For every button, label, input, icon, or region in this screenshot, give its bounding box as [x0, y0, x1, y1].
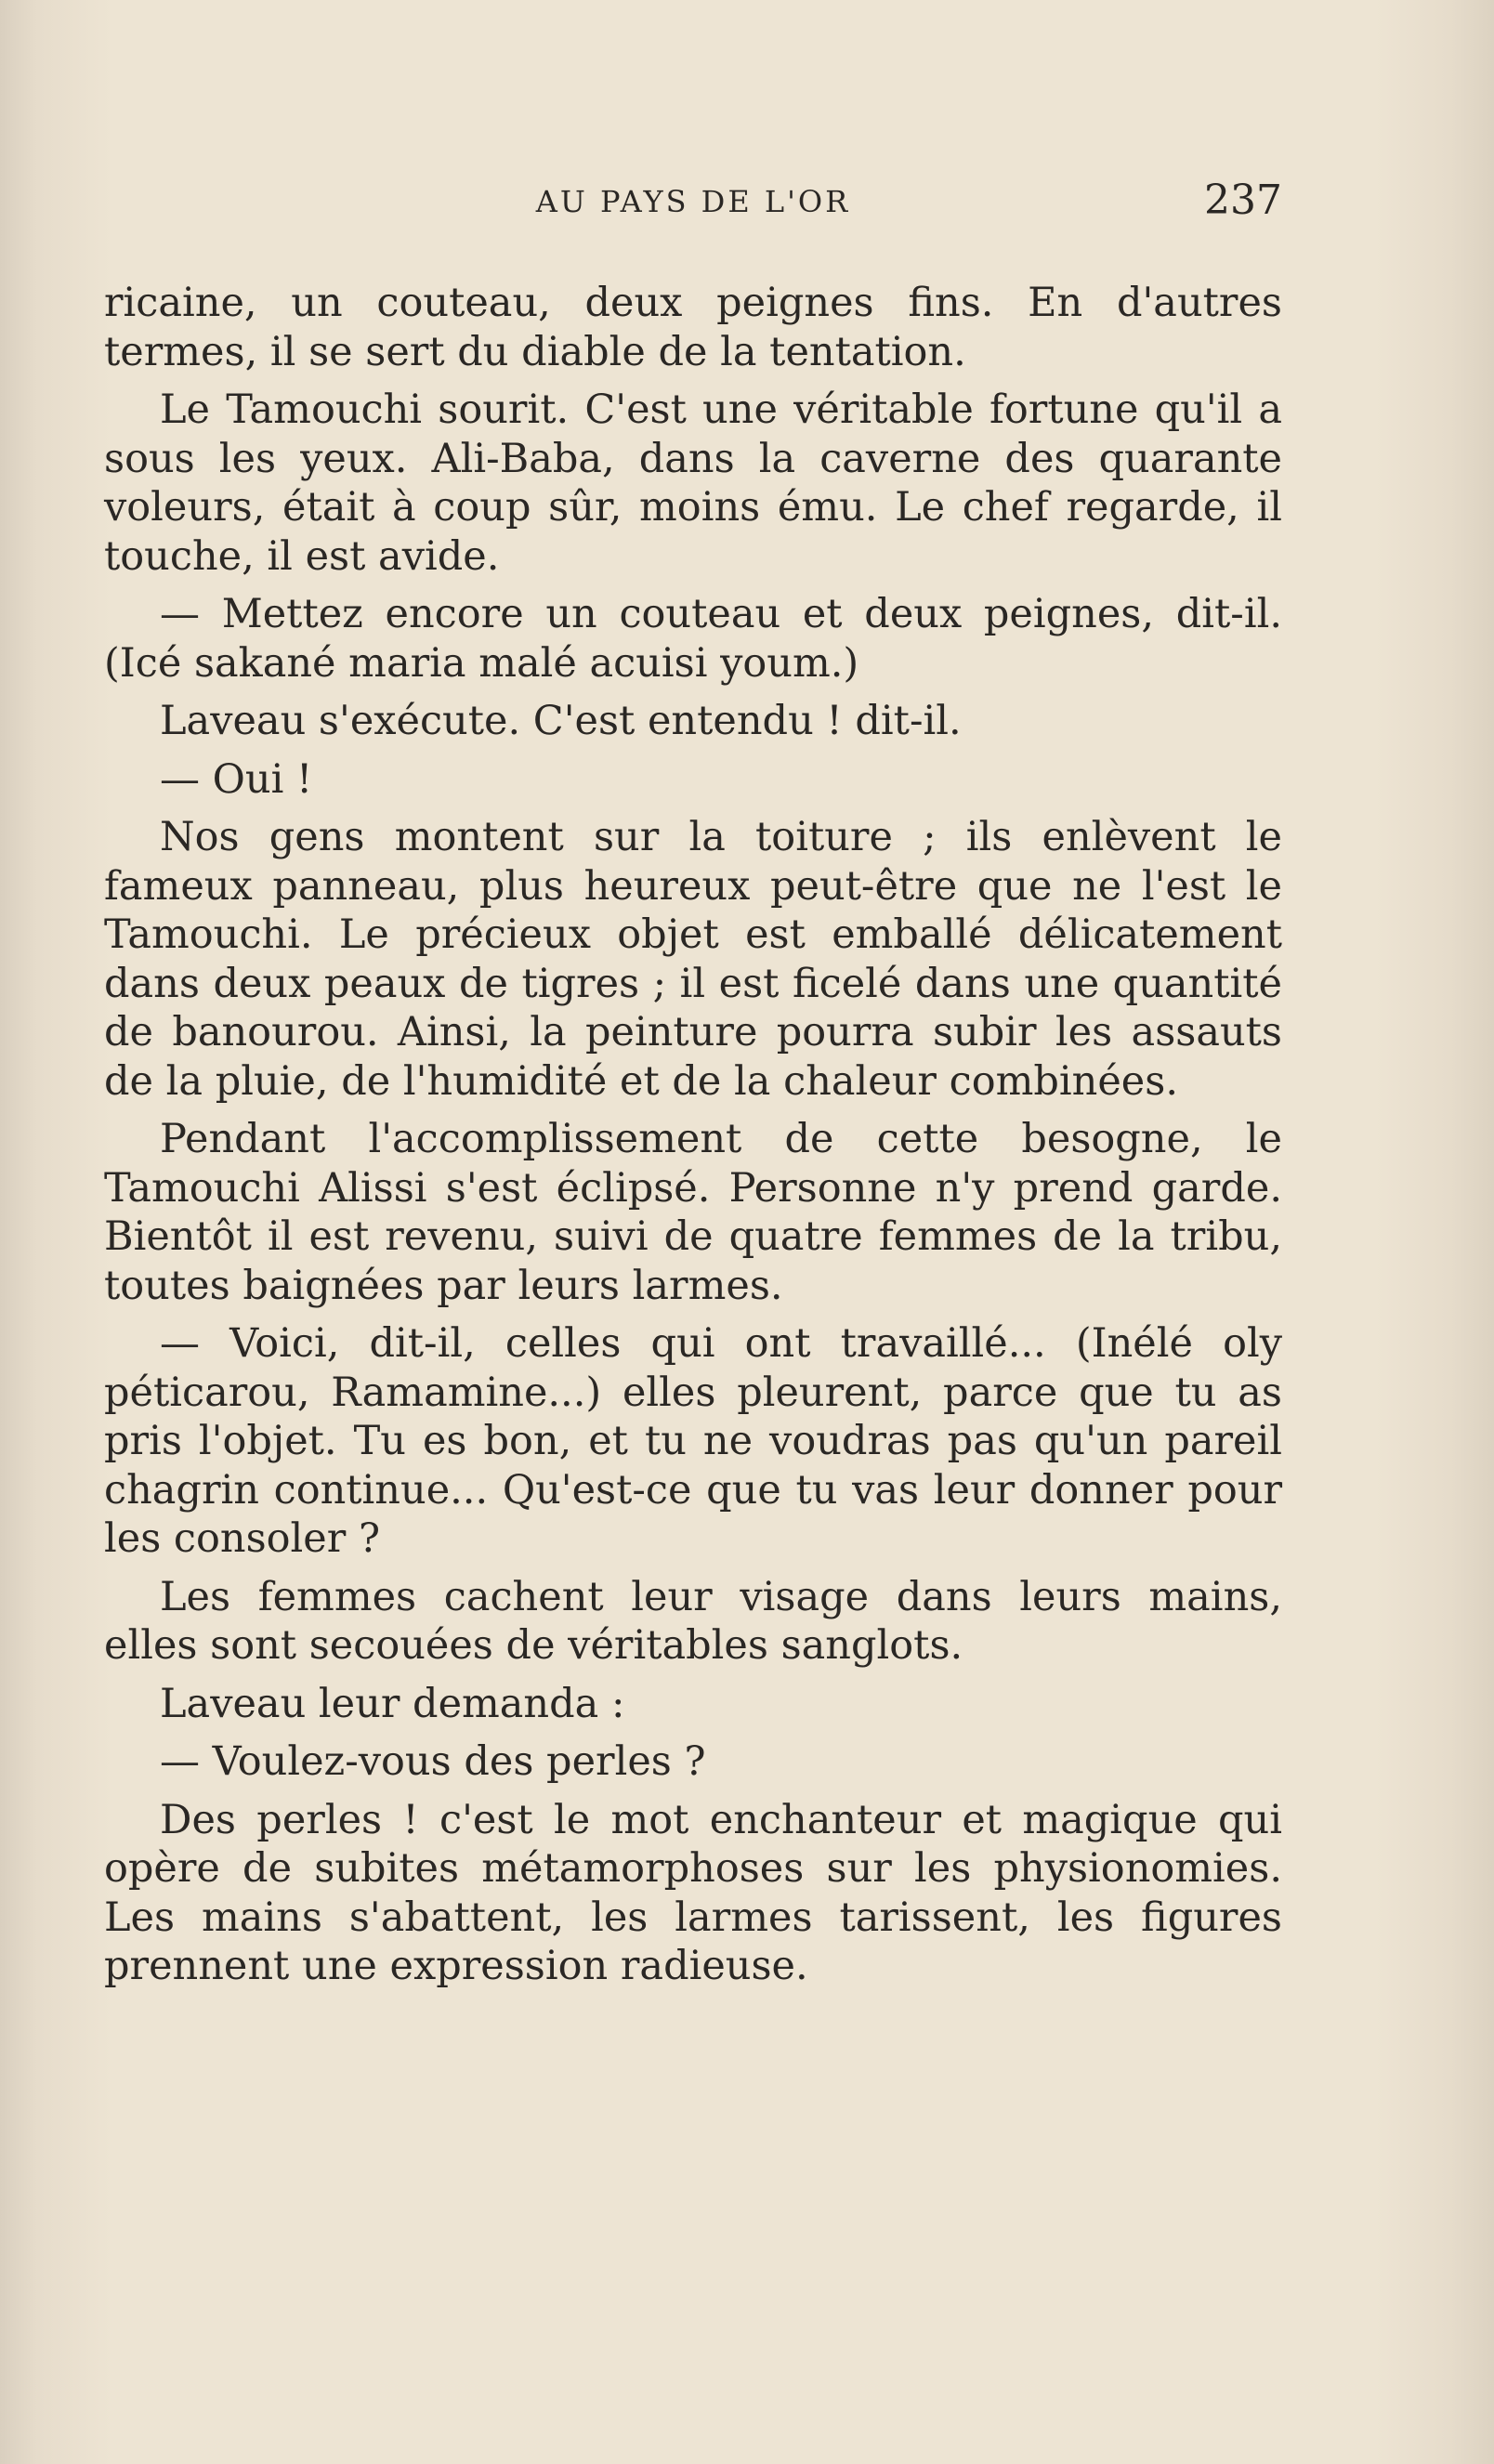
paragraph: Pendant l'accomplissement de cette besogne, le Tamouchi Alissi s'est éclipsé. Personne n'y prend garde. Bientôt il est revenu, suivi de quatre femmes de la tribu, toutes baignées par leurs larmes.	[104, 1116, 1282, 1309]
paragraph: — Oui !	[160, 755, 313, 803]
page-number: 237	[1204, 177, 1282, 224]
body-text	[104, 279, 1282, 1991]
running-head	[104, 175, 1282, 230]
paragraph: Laveau leur demanda :	[160, 1680, 625, 1727]
paragraph: Nos gens montent sur la toiture ; ils enlèvent le fameux panneau, plus heureux peut-être que ne l'est le Tamouchi. Le précieux objet est emballé délicatement dans deux peaux de tigres ; il est ficelé dans une quantité de banourou. Ainsi, la peinture pourra subir les assauts de la pluie, de l'humidité et de la chaleur combinées.	[104, 814, 1282, 1105]
paragraph: Des perles ! c'est le mot enchanteur et magique qui opère de subites métamorphoses sur les physionomies. Les mains s'abattent, les larmes tarissent, les figures prennent une expression radieuse.	[104, 1796, 1282, 1989]
paragraph: Le Tamouchi sourit. C'est une véritable fortune qu'il a sous les yeux. Ali-Baba, dans la caverne des quarante voleurs, était à coup sûr, moins ému. Le chef regarde, il touche, il est avide.	[104, 387, 1282, 580]
paragraph: — Voulez-vous des perles ?	[160, 1738, 706, 1785]
running-title: AU PAYS DE L'OR	[535, 184, 851, 219]
paragraph: Laveau s'exécute. C'est entendu ! dit-il.	[160, 698, 962, 744]
paragraph: — Voici, dit-il, celles qui ont travaillé... (Inélé oly péticarou, Ramamine...) elles pleurent, parce que tu as pris l'objet. Tu es bon, et tu ne voudras pas qu'un pareil chagrin continue... Qu'est-ce que tu vas leur donner pour les consoler ?	[104, 1320, 1282, 1562]
paragraph: — Mettez encore un couteau et deux peignes, dit-il. (Icé sakané maria malé acuisi youm.)	[104, 591, 1282, 687]
paragraph: Les femmes cachent leur visage dans leurs mains, elles sont secouées de véritables sanglots.	[104, 1573, 1282, 1669]
paragraph: ricaine, un couteau, deux peignes fins. En d'autres termes, il se sert du diable de la tentation.	[104, 280, 1282, 375]
